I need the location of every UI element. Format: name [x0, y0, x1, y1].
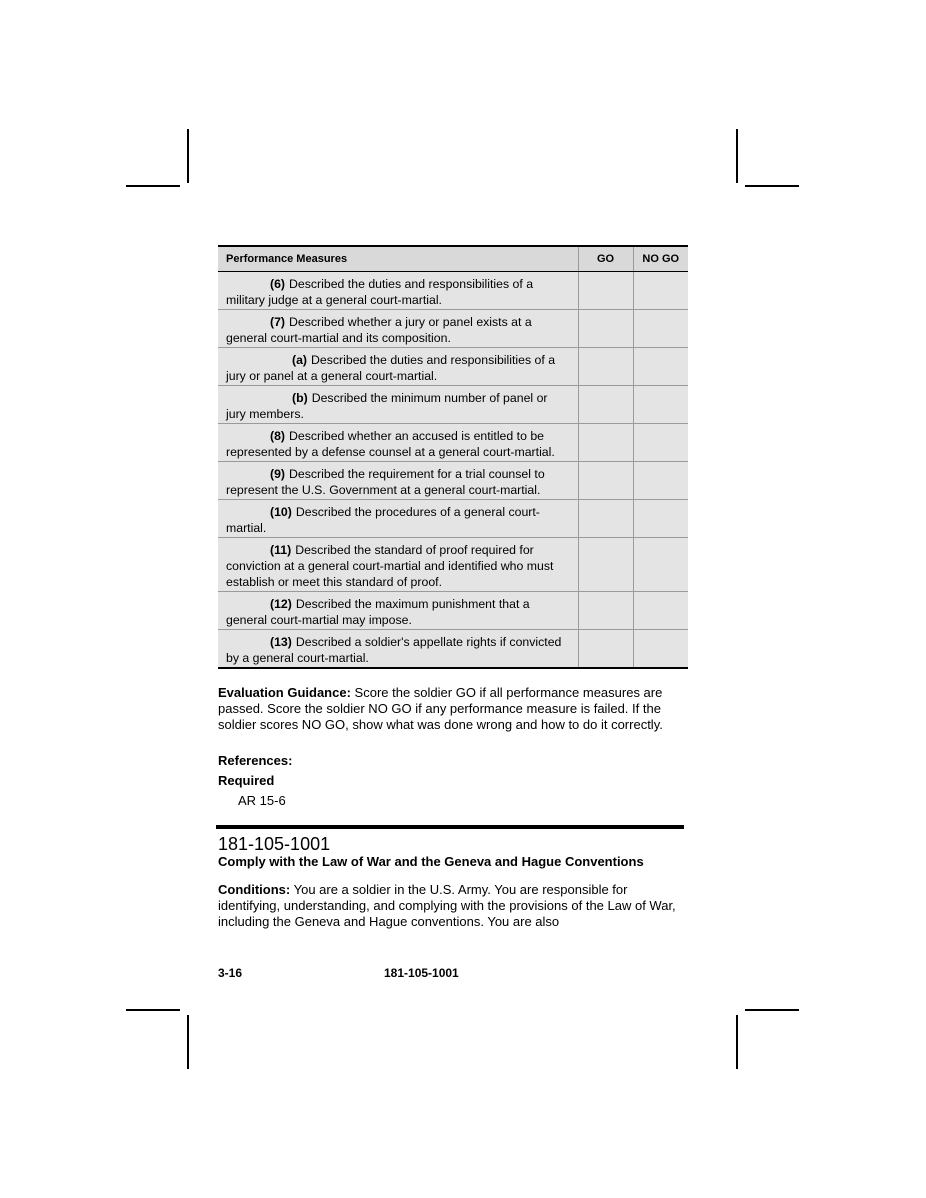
measure-text: Described the maximum punishment that a general court-martial may impose.: [226, 597, 530, 627]
measure-text: Described the requirement for a trial counsel to represent the U.S. Government at a general court-martial.: [226, 467, 545, 497]
crop-mark: [736, 129, 738, 183]
no-go-cell[interactable]: [633, 386, 688, 424]
footer-task-number: 181-105-1001: [384, 966, 459, 980]
evaluation-guidance: [218, 685, 688, 733]
measure-text: Described a soldier's appellate rights if convicted by a general court-martial.: [226, 635, 562, 665]
crop-mark: [126, 185, 180, 187]
measure-cell: [218, 592, 578, 630]
measure-cell: [218, 630, 578, 669]
table-header-row: [218, 246, 688, 272]
crop-mark: [187, 129, 189, 183]
measure-number: (6): [270, 277, 286, 291]
task-title: Comply with the Law of War and the Geneva and Hague Conventions: [218, 854, 644, 869]
task-number: 181-105-1001: [218, 834, 331, 854]
measure-cell: [218, 538, 578, 592]
measure-cell: [218, 272, 578, 310]
measure-cell: [218, 348, 578, 386]
table-row: [218, 348, 688, 386]
measure-number: (a): [292, 353, 308, 367]
go-cell[interactable]: [578, 272, 633, 310]
no-go-cell[interactable]: [633, 592, 688, 630]
go-cell[interactable]: [578, 386, 633, 424]
measure-cell: [218, 500, 578, 538]
measure-number: (12): [270, 597, 292, 611]
conditions-text: You are a soldier in the U.S. Army. You are responsible for identifying, understanding, and complying with the provisions of the Law of War, including the Geneva and Hague conventions. You are also: [218, 882, 676, 929]
conditions-label: Conditions:: [218, 882, 291, 897]
table-row: [218, 630, 688, 669]
no-go-cell[interactable]: [633, 500, 688, 538]
conditions: [218, 882, 688, 930]
measure-number: (10): [270, 505, 292, 519]
reference-item: AR 15-6: [238, 793, 286, 808]
header-no-go: NO GO: [633, 246, 688, 272]
table-row: [218, 500, 688, 538]
measure-cell: [218, 310, 578, 348]
measure-cell: [218, 424, 578, 462]
crop-mark: [736, 1015, 738, 1069]
crop-mark: [745, 185, 799, 187]
go-cell[interactable]: [578, 538, 633, 592]
no-go-cell[interactable]: [633, 272, 688, 310]
table-row: [218, 386, 688, 424]
go-cell[interactable]: [578, 310, 633, 348]
table-row: [218, 310, 688, 348]
go-cell[interactable]: [578, 462, 633, 500]
crop-mark: [187, 1015, 189, 1069]
table-row: [218, 462, 688, 500]
measure-number: (b): [292, 391, 308, 405]
evaluation-label: Evaluation Guidance:: [218, 685, 351, 700]
measure-number: (8): [270, 429, 286, 443]
no-go-cell[interactable]: [633, 462, 688, 500]
measure-number: (13): [270, 635, 292, 649]
table-row: [218, 272, 688, 310]
go-cell[interactable]: [578, 348, 633, 386]
required-label: Required: [218, 773, 275, 788]
header-performance-measures: Performance Measures: [218, 246, 578, 272]
go-cell[interactable]: [578, 630, 633, 669]
evaluation-text: Score the soldier GO if all performance measures are passed. Score the soldier NO GO if any performance measure is failed. If the soldier scores NO GO, show what was done wrong and how to do it correctly.: [218, 685, 663, 732]
measure-number: (11): [270, 543, 292, 557]
measure-number: (9): [270, 467, 286, 481]
measure-text: Described the duties and responsibilities of a jury or panel at a general court-martial.: [226, 353, 556, 383]
go-cell[interactable]: [578, 424, 633, 462]
measure-cell: [218, 386, 578, 424]
no-go-cell[interactable]: [633, 630, 688, 669]
measure-text: Described the procedures of a general court-martial.: [226, 505, 540, 535]
section-rule: [216, 825, 684, 829]
table-row: [218, 424, 688, 462]
measure-text: Described the minimum number of panel or jury members.: [226, 391, 548, 421]
measure-text: Described the standard of proof required for conviction at a general court-martial and identified who must establish or meet this standard of proof.: [226, 543, 554, 589]
measure-cell: [218, 462, 578, 500]
table-row: [218, 538, 688, 592]
performance-measures-table: [218, 245, 688, 669]
page-number: 3-16: [218, 966, 243, 980]
crop-mark: [126, 1009, 180, 1011]
no-go-cell[interactable]: [633, 348, 688, 386]
measure-text: Described whether a jury or panel exists at a general court-martial and its composition.: [226, 315, 532, 345]
table-row: [218, 592, 688, 630]
no-go-cell[interactable]: [633, 310, 688, 348]
go-cell[interactable]: [578, 500, 633, 538]
measure-text: Described whether an accused is entitled to be represented by a defense counsel at a general court-martial.: [226, 429, 555, 459]
measure-number: (7): [270, 315, 286, 329]
references-label: References:: [218, 753, 293, 768]
go-cell[interactable]: [578, 592, 633, 630]
no-go-cell[interactable]: [633, 424, 688, 462]
no-go-cell[interactable]: [633, 538, 688, 592]
crop-mark: [745, 1009, 799, 1011]
measure-text: Described the duties and responsibilities of a military judge at a general court-martial.: [226, 277, 534, 307]
header-go: GO: [578, 246, 633, 272]
